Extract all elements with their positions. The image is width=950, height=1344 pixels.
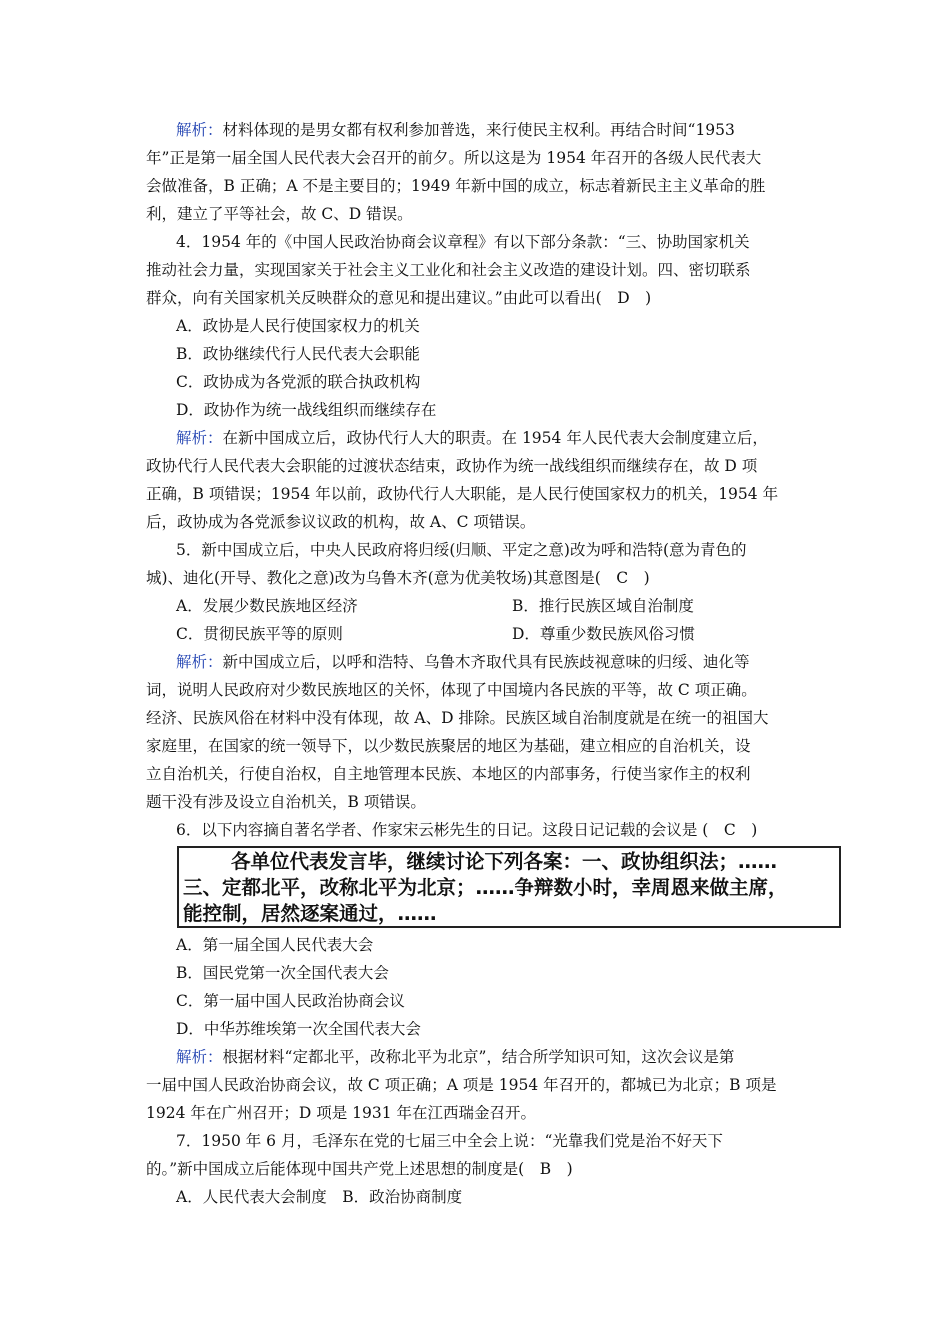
q5-options-row-1	[176, 593, 776, 620]
explanation-text: 新中国成立后，以呼和浩特、乌鲁木齐取代具有民族歧视意味的归绥、迪化等	[222, 653, 750, 671]
analysis-label: 解析：	[176, 121, 223, 139]
q5-stem-line-1: 5．新中国成立后，中央人民政府将归绥(归顺、平定之意)改为呼和浩特(意为青色的	[176, 541, 747, 559]
analysis-label: 解析：	[176, 429, 223, 447]
q4-explanation-line-3: 正确，B 项错误；1954 年以前，政协代行人大职能，是人民行使国家权力的机关，1954 年	[146, 485, 779, 503]
q4-explanation-line-1	[176, 425, 768, 452]
analysis-label: 解析：	[176, 1048, 223, 1066]
q5-option-c: C．贯彻民族平等的原则	[176, 625, 343, 643]
q6-option-c: C．第一届中国人民政治协商会议	[176, 992, 405, 1010]
q5-explanation-line-1	[176, 649, 750, 676]
q6-stem: 6．以下内容摘自著名学者、作家宋云彬先生的日记。这段日记记载的会议是 ( C )	[176, 821, 758, 839]
q5-option-b: B．推行民族区域自治制度	[512, 597, 694, 615]
quote-line-1: 各单位代表发言毕，继续讨论下列各案：一、政协组织法；……	[231, 850, 778, 873]
q5-option-a: A．发展少数民族地区经济	[176, 597, 358, 615]
explanation-text: 根据材料“定都北平，改称北平为北京”，结合所学知识可知，这次会议是第	[222, 1048, 735, 1066]
q3-explanation-line-4: 利，建立了平等社会，故 C、D 错误。	[146, 205, 413, 223]
q4-option-b: B．政协继续代行人民代表大会职能	[176, 345, 420, 363]
q6-explanation-line-3: 1924 年在广州召开；D 项是 1931 年在江西瑞金召开。	[146, 1104, 537, 1122]
q5-explanation-line-5: 立自治机关，行使自治权，自主地管理本民族、本地区的内部事务，行使当家作主的权利	[146, 765, 751, 783]
quote-line-3: 能控制，居然逐案通过，……	[183, 902, 437, 925]
q4-stem-line-1: 4．1954 年的《中国人民政治协商会议章程》有以下部分条款：“三、协助国家机关	[176, 233, 750, 251]
q5-options-row-2	[176, 621, 776, 648]
q5-option-d: D．尊重少数民族风俗习惯	[512, 625, 695, 643]
q5-stem-line-2: 城)、迪化(开导、教化之意)改为乌鲁木齐(意为优美牧场)其意图是( C )	[146, 569, 650, 587]
analysis-label: 解析：	[176, 653, 223, 671]
q6-option-a: A．第一届全国人民代表大会	[176, 936, 374, 954]
q6-option-d: D．中华苏维埃第一次全国代表大会	[176, 1020, 421, 1038]
quote-line-2: 三、定都北平，改称北平为北京；……争辩数小时，幸周恩来做主席，	[183, 876, 788, 899]
q5-explanation-line-4: 家庭里，在国家的统一领导下，以少数民族聚居的地区为基础，建立相应的自治机关，设	[146, 737, 751, 755]
q4-stem-line-3: 群众，向有关国家机关反映群众的意见和提出建议。”由此可以看出( D )	[146, 289, 652, 307]
q3-explanation-line-3: 会做准备，B 正确；A 不是主要目的；1949 年新中国的成立，标志着新民主主义革命的胜	[146, 177, 766, 195]
q6-explanation-line-1	[176, 1044, 734, 1071]
explanation-text: 在新中国成立后，政协代行人大的职责。在 1954 年人民代表大会制度建立后，	[222, 429, 768, 447]
q7-stem-line-1: 7．1950 年 6 月，毛泽东在党的七届三中全会上说：“光靠我们党是治不好天下	[176, 1132, 723, 1150]
q5-explanation-line-6: 题干没有涉及设立自治机关，B 项错误。	[146, 793, 426, 811]
q4-stem-line-2: 推动社会力量，实现国家关于社会主义工业化和社会主义改造的建设计划。四、密切联系	[146, 261, 751, 279]
q4-option-d: D．政协作为统一战线组织而继续存在	[176, 401, 437, 419]
q5-explanation-line-3: 经济、民族风俗在材料中没有体现，故 A、D 排除。民族区域自治制度就是在统一的祖国大	[146, 709, 769, 727]
q7-options-row: A．人民代表大会制度 B．政治协商制度	[176, 1188, 463, 1206]
q7-stem-line-2: 的。”新中国成立后能体现中国共产党上述思想的制度是( B )	[146, 1160, 573, 1178]
q4-option-a: A．政协是人民行使国家权力的机关	[176, 317, 420, 335]
q4-option-c: C．政协成为各党派的联合执政机构	[176, 373, 421, 391]
q6-explanation-line-2: 一届中国人民政治协商会议，故 C 项正确；A 项是 1954 年召开的，都城已为北京；B 项是	[146, 1076, 777, 1094]
diary-quote-box	[177, 846, 841, 928]
q4-explanation-line-2: 政协代行人民代表大会职能的过渡状态结束，政协作为统一战线组织而继续存在，故 D 项	[146, 457, 758, 475]
q3-explanation-line-2: 年”正是第一届全国人民代表大会召开的前夕。所以这是为 1954 年召开的各级人民代表大	[146, 149, 762, 167]
explanation-text: 材料体现的是男女都有权利参加普选，来行使民主权利。再结合时间“1953	[222, 121, 735, 139]
q6-option-b: B．国民党第一次全国代表大会	[176, 964, 389, 982]
q4-explanation-line-4: 后，政协成为各党派参议议政的机构，故 A、C 项错误。	[146, 513, 536, 531]
q3-explanation-line-1	[176, 117, 735, 144]
q5-explanation-line-2: 词，说明人民政府对少数民族地区的关怀，体现了中国境内各民族的平等，故 C 项正确。	[146, 681, 757, 699]
